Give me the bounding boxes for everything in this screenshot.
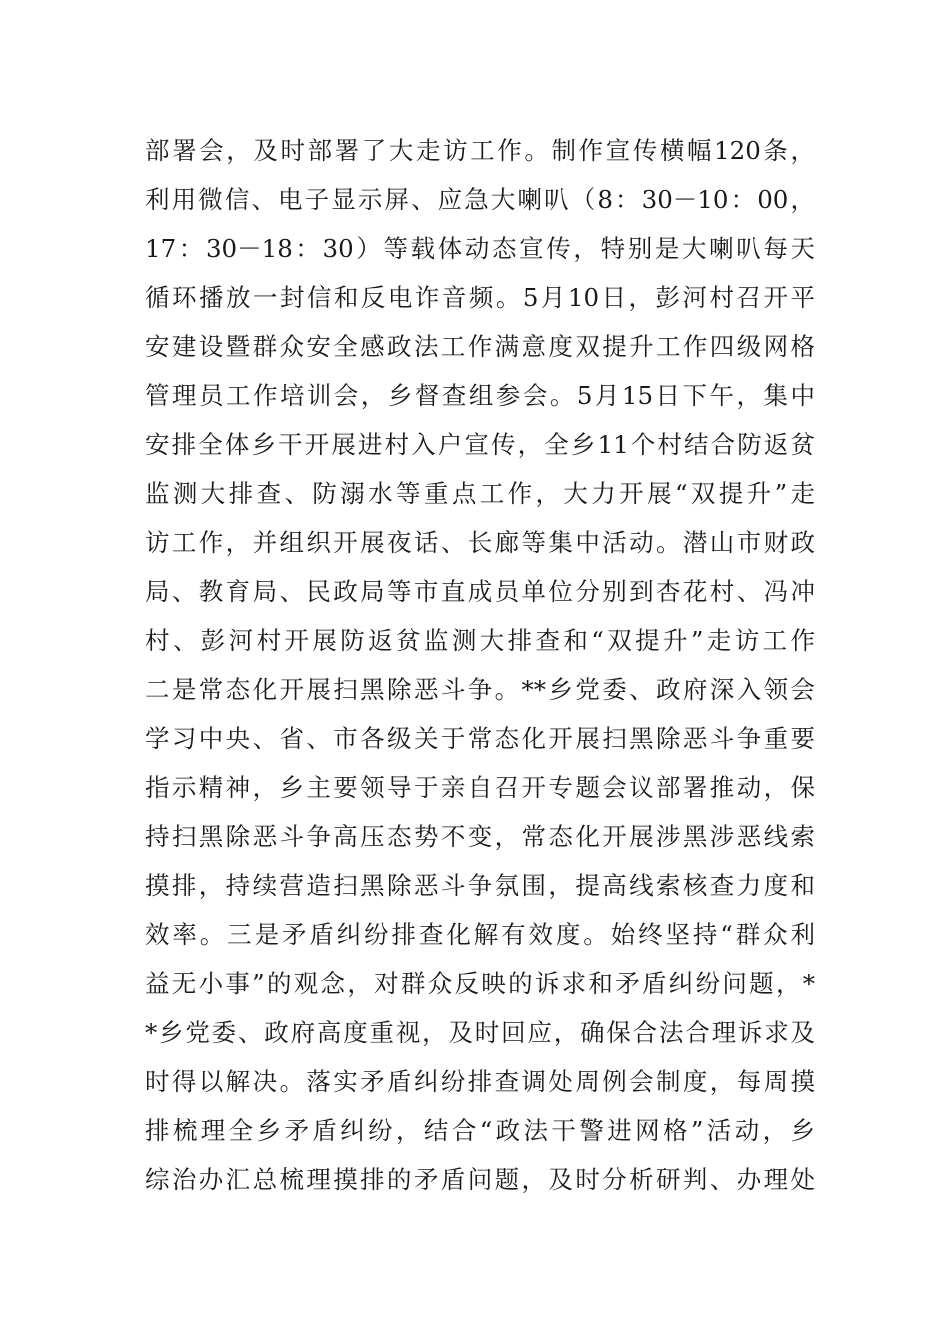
text-line: 管理员工作培训会，乡督查组参会。5月15日下午，集中	[145, 381, 815, 410]
text-line: 学习中央、省、市各级关于常态化开展扫黑除恶斗争重要	[145, 724, 815, 753]
text-line: 安排全体乡干开展进村入户宣传，全乡11个村结合防返贫	[145, 430, 815, 459]
text-line: 访工作，并组织开展夜话、长廊等集中活动。潜山市财政	[145, 528, 815, 557]
body-text	[145, 126, 815, 1204]
text-line: 局、教育局、民政局等市直成员单位分别到杏花村、冯冲	[145, 577, 815, 606]
text-line: 部署会，及时部署了大走访工作。制作宣传横幅120条，	[145, 136, 815, 165]
text-line: 循环播放一封信和反电诈音频。5月10日，彭河村召开平	[145, 283, 815, 312]
text-line: 指示精神，乡主要领导于亲自召开专题会议部署推动，保	[145, 773, 815, 802]
text-line: 利用微信、电子显示屏、应急大喇叭（8：30－10：00，	[145, 185, 815, 214]
text-line: 益无小事”的观念，对群众反映的诉求和矛盾纠纷问题，*	[145, 969, 815, 998]
text-line: 监测大排查、防溺水等重点工作，大力开展“双提升”走	[145, 479, 815, 508]
text-line: 17：30－18：30）等载体动态宣传，特别是大喇叭每天	[145, 234, 815, 263]
text-line: 安建设暨群众安全感政法工作满意度双提升工作四级网格	[145, 332, 815, 361]
text-line: 综治办汇总梳理摸排的矛盾问题，及时分析研判、办理处	[145, 1165, 815, 1194]
text-line: *乡党委、政府高度重视，及时回应，确保合法合理诉求及	[145, 1018, 815, 1047]
text-line: 持扫黑除恶斗争高压态势不变，常态化开展涉黑涉恶线索	[145, 822, 815, 851]
text-line: 摸排，持续营造扫黑除恶斗争氛围，提高线索核查力度和	[145, 871, 815, 900]
text-line: 效率。三是矛盾纠纷排查化解有效度。始终坚持“群众利	[145, 920, 815, 949]
text-line: 排梳理全乡矛盾纠纷，结合“政法干警进网格”活动，乡	[145, 1116, 815, 1145]
text-line: 二是常态化开展扫黑除恶斗争。**乡党委、政府深入领会	[145, 675, 815, 704]
text-line: 时得以解决。落实矛盾纠纷排查调处周例会制度，每周摸	[145, 1067, 815, 1096]
text-line: 村、彭河村开展防返贫监测大排查和“双提升”走访工作	[145, 626, 815, 655]
